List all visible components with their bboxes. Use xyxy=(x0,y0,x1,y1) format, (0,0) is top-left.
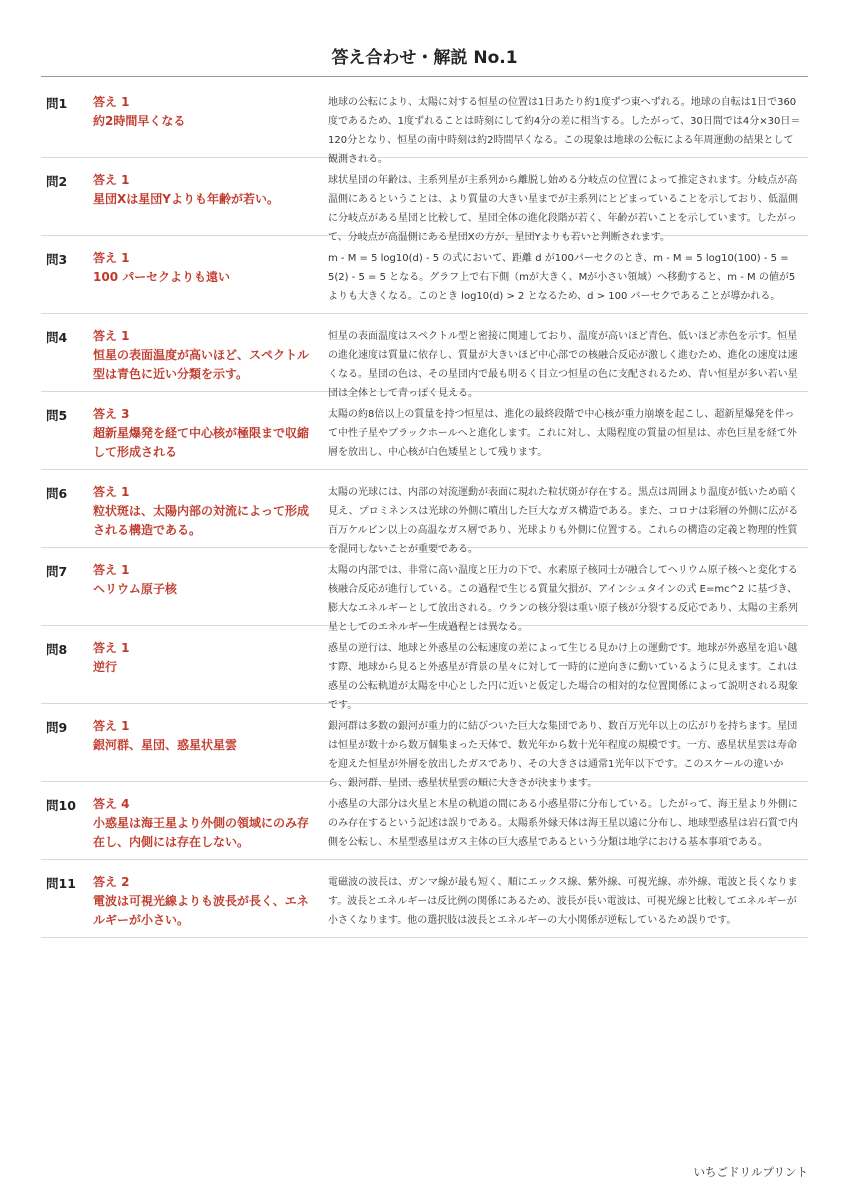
answer-text: 逆行 xyxy=(93,660,118,674)
answer-text: 電波は可視光線よりも波長が長く、エネルギーが小さい。 xyxy=(93,894,309,927)
answer-text: 約2時間早くなる xyxy=(93,114,186,128)
question-number: 問9 xyxy=(46,720,68,735)
answer-block xyxy=(93,405,318,462)
explanation-text: 電磁波の波長は、ガンマ線が最も短く、順にエックス線、紫外線、可視光線、赤外線、電波と長くなります。波長とエネルギーは反比例の関係にあるため、波長が長い電波は、可視光線と比較してエネルギーが小さくなります。他の選択肢は波長とエネルギーの大小関係が逆転しているため誤りです。 xyxy=(328,877,798,926)
answer-label: 答え 1 xyxy=(93,95,130,109)
answer-label: 答え 1 xyxy=(93,485,130,499)
answer-block xyxy=(93,327,318,384)
qa-row-8 xyxy=(41,626,808,711)
qa-row-3 xyxy=(41,236,808,314)
qa-row-10 xyxy=(41,782,808,860)
answer-label: 答え 1 xyxy=(93,719,130,733)
page-title: 答え合わせ・解説 No.1 xyxy=(331,48,518,68)
qa-row-1 xyxy=(41,80,808,165)
explanation-text: 銀河群は多数の銀河が重力的に結びついた巨大な集団であり、数百万光年以上の広がりを持ちます。星団は恒星が数十から数万個集まった天体で、数光年から数十光年程度の規模です。一方、惑星状星雲は寿命を迎えた恒星が外層を放出したガスであり、その大きさは通常1光年以下です。このスケールの違いから、銀河群、星団、惑星状星雲の順に大きさが決まります。 xyxy=(328,721,798,789)
answer-label: 答え 1 xyxy=(93,251,130,265)
answer-label: 答え 1 xyxy=(93,641,130,655)
question-number: 問4 xyxy=(46,330,68,345)
question-number: 問8 xyxy=(46,642,68,657)
answer-block xyxy=(93,93,318,131)
explanation-text: 球状星団の年齢は、主系列星が主系列から離脱し始める分岐点の位置によって推定されます。分岐点が高温側にあるということは、より質量の大きい星までが主系列にとどまっていることを示しており、低温側に分岐点がある星団と比較して、星団全体の進化段階が若く、年齢が若いことを示しています。したがって、分岐点が高温側にある星団Xの方が、星団Yよりも若いと判断されます。 xyxy=(328,175,798,243)
explanation-text: 小惑星の大部分は火星と木星の軌道の間にある小惑星帯に分布している。したがって、海王星より外側にのみ存在するという記述は誤りである。太陽系外縁天体は海王星以遠に分布し、地球型惑星は岩石質で内側を公転し、木星型惑星はガス主体の巨大惑星であるという分類は地学における基本事項である。 xyxy=(328,799,798,848)
answer-label: 答え 1 xyxy=(93,329,130,343)
question-number: 問3 xyxy=(46,252,68,267)
question-number: 問5 xyxy=(46,408,68,423)
answer-block xyxy=(93,561,318,599)
answer-block xyxy=(93,483,318,540)
answer-text: 粒状斑は、太陽内部の対流によって形成される構造である。 xyxy=(93,504,310,537)
qa-row-6 xyxy=(41,470,808,555)
title-divider xyxy=(41,76,808,77)
qa-row-9 xyxy=(41,704,808,789)
qa-row-11 xyxy=(41,860,808,938)
explanation-text: 太陽の光球には、内部の対流運動が表面に現れた粒状斑が存在する。黒点は周囲より温度が低いため暗く見え、プロミネンスは光球の外側に噴出した巨大なガス構造である。また、コロナは彩層の外側に広がる百万ケルビン以上の高温なガス層であり、光球よりも外側に位置する。これらの構造の定義と物理的性質を混同しないことが重要である。 xyxy=(328,487,799,555)
question-number: 問11 xyxy=(46,876,76,891)
explanation-text: 惑星の逆行は、地球と外惑星の公転速度の差によって生じる見かけ上の運動です。地球が外惑星を追い越す際、地球から見ると外惑星が背景の星々に対して一時的に逆向きに動いているように見えます。これは惑星の公転軌道が太陽を中心とした円に近いと仮定した場合の相対的な位置関係によって説明される現象です。 xyxy=(328,643,798,711)
answer-label: 答え 1 xyxy=(93,563,130,577)
explanation-text: 恒星の表面温度はスペクトル型と密接に関連しており、温度が高いほど青色、低いほど赤色を示す。恒星の進化速度は質量に依存し、質量が大きいほど中心部での核融合反応が激しく進むため、進化の速度は速くなる。星団の色は、その星団内で最も明るく目立つ恒星の色に支配されるため、青い恒星が多い若い星団は全体として青っぽく見える。 xyxy=(328,331,798,399)
answer-block xyxy=(93,873,318,930)
answer-block xyxy=(93,249,318,287)
qa-row-2 xyxy=(41,158,808,243)
answer-label: 答え 3 xyxy=(93,407,130,421)
answer-block xyxy=(93,717,318,755)
answer-block xyxy=(93,639,318,677)
explanation-text: m - M = 5 log10(d) - 5 の式において、距離 d が100パーセクのとき、m - M = 5 log10(100) - 5 = 5(2) - 5 = 5 となる。グラフ上で右下側（mが大きく、Mが小さい領域）へ移動すると、m - M の値が5よりも大きくなる。このとき log10(d) > 2 となるため、d > 100 パーセクであることが導かれる。 xyxy=(328,253,796,302)
answer-text: 星団Xは星団Yよりも年齢が若い。 xyxy=(93,192,279,206)
question-number: 問10 xyxy=(46,798,76,813)
answer-block xyxy=(93,171,318,209)
answer-text: 100 パーセクよりも遠い xyxy=(93,270,230,284)
answer-text: 恒星の表面温度が高いほど、スペクトル型は青色に近い分類を示す。 xyxy=(93,348,310,381)
answer-list xyxy=(41,80,808,938)
answer-text: 超新星爆発を経て中心核が極限まで収縮して形成される xyxy=(93,426,310,459)
question-number: 問2 xyxy=(46,174,68,189)
explanation-text: 太陽の内部では、非常に高い温度と圧力の下で、水素原子核同士が融合してヘリウム原子核へと変化する核融合反応が進行している。この過程で生じる質量欠損が、アインシュタインの式 E=mc^2 に基づき、膨大なエネルギーとして放出される。ウランの核分裂は重い原子核が分裂する反応であり、太陽の主系列星としてのエネルギー生成過程とは異なる。 xyxy=(328,565,798,633)
explanation-text: 地球の公転により、太陽に対する恒星の位置は1日あたり約1度ずつ東へずれる。地球の自転は1日で360度であるため、1度ずれることは時刻にして約4分の差に相当する。したがって、30日間では4分×30日＝120分となり、恒星の南中時刻は約2時間早くなる。この現象は地球の公転による年周運動の結果として観測される。 xyxy=(328,97,801,165)
qa-row-4 xyxy=(41,314,808,399)
answer-label: 答え 1 xyxy=(93,173,130,187)
answer-label: 答え 2 xyxy=(93,875,130,889)
explanation-text: 太陽の約8倍以上の質量を持つ恒星は、進化の最終段階で中心核が重力崩壊を起こし、超新星爆発を伴って中性子星やブラックホールへと進化します。これに対し、太陽程度の質量の恒星は、赤色巨星を経て外層を放出し、中心核が白色矮星として残ります。 xyxy=(328,409,797,458)
question-number: 問6 xyxy=(46,486,68,501)
answer-text: 銀河群、星団、惑星状星雲 xyxy=(93,738,238,752)
answer-text: ヘリウム原子核 xyxy=(93,582,177,596)
answer-label: 答え 4 xyxy=(93,797,130,811)
question-number: 問1 xyxy=(46,96,68,111)
question-number: 問7 xyxy=(46,564,68,579)
answer-block xyxy=(93,795,318,852)
footer-brand: いちごドリルプリント xyxy=(693,1165,808,1179)
qa-row-5 xyxy=(41,392,808,470)
qa-row-7 xyxy=(41,548,808,633)
answer-text: 小惑星は海王星より外側の領域にのみ存在し、内側には存在しない。 xyxy=(93,816,310,849)
